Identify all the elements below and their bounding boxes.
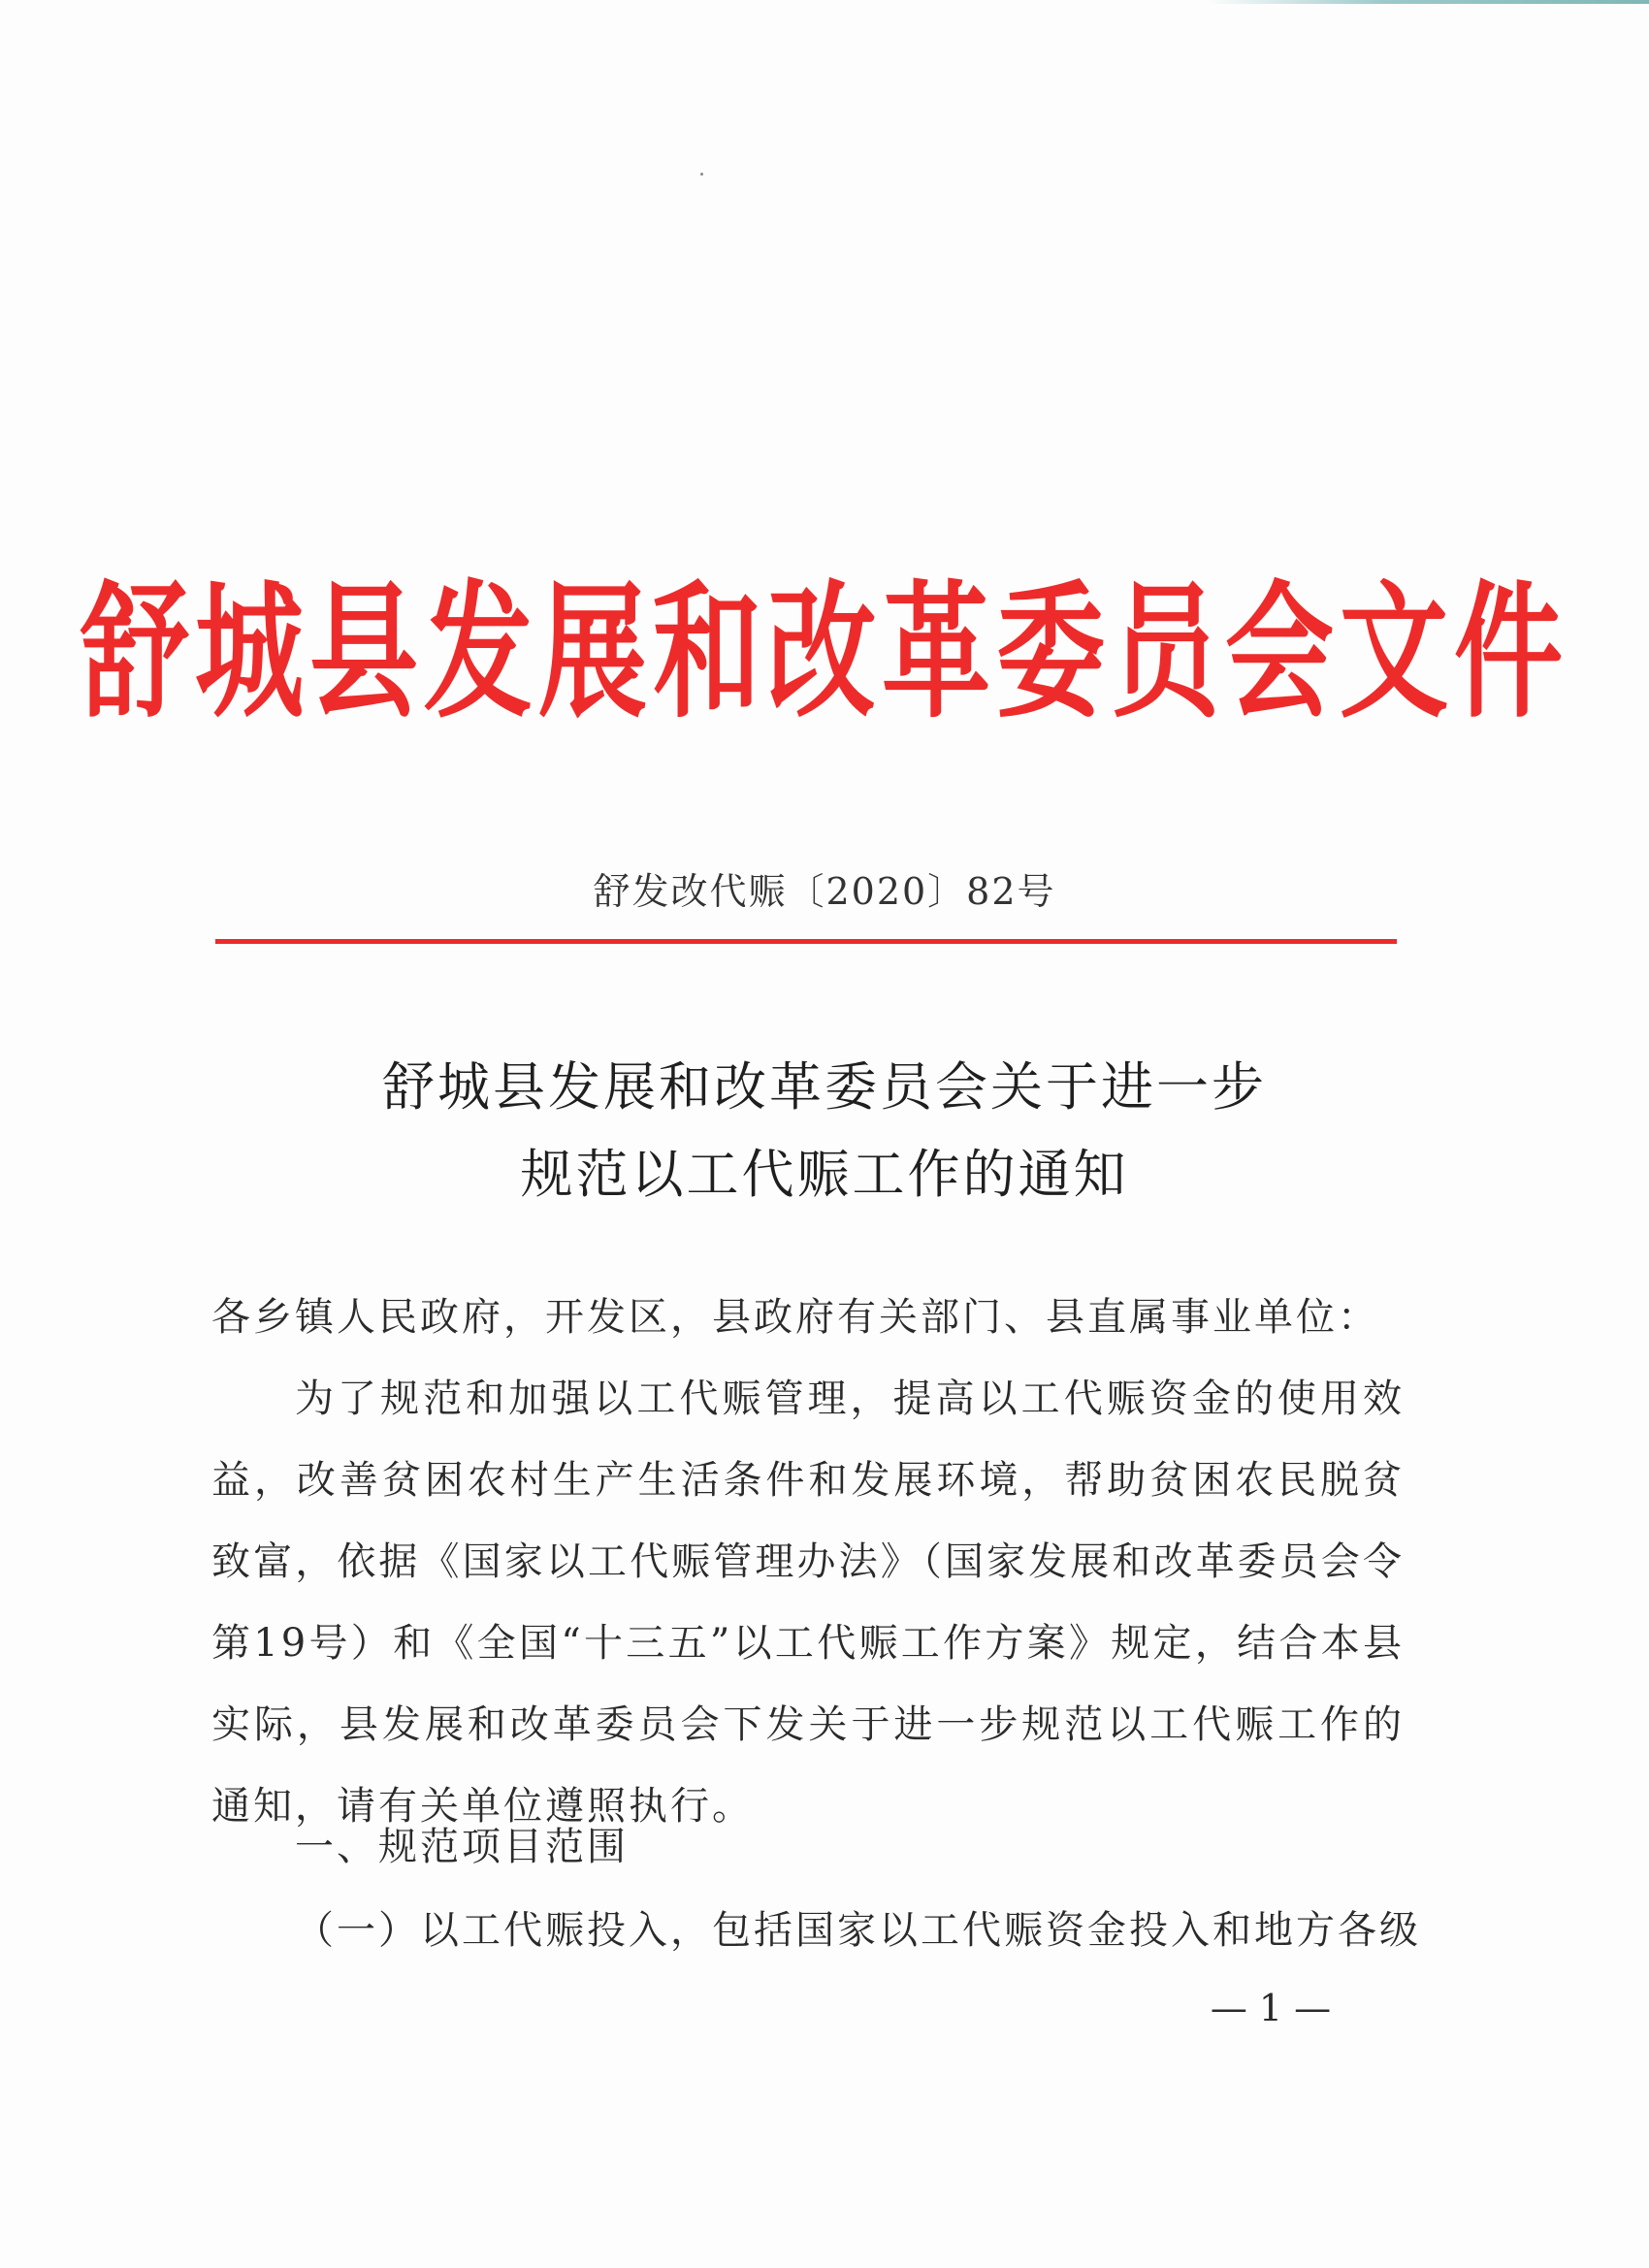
addressee: 各乡镇人民政府，开发区，县政府有关部门、县直属事业单位： bbox=[211, 1295, 1379, 1340]
page-number: — 1 — bbox=[1210, 1987, 1332, 2029]
document-number: 舒发改代赈〔2020〕82号 bbox=[593, 870, 1056, 913]
section-heading-1: 一、规范项目范围 bbox=[295, 1825, 629, 1869]
scan-speck bbox=[700, 173, 703, 176]
section-1-item-1: （一）以工代赈投入，包括国家以工代赈资金投入和地方各级 bbox=[295, 1908, 1421, 1953]
intro-paragraph: 为了规范和加强以工代赈管理，提高以工代赈资金的使用效益，改善贫困农村生产生活条件和发展环境，帮助贫困农民脱贫致富，依据《国家以工代赈管理办法》（国家发展和改革委员会令第19号）和《全国“十三五”以工代赈工作方案》规定，结合本县实际，县发展和改革委员会下发关于进一步规范以工代赈工作的通知，请有关单位遵照执行。 bbox=[211, 1377, 1405, 1829]
document-masthead: 舒城县发展和改革委员会文件 bbox=[81, 567, 1568, 738]
scan-edge-artifact bbox=[1208, 0, 1649, 4]
notice-title-line-2: 规范以工代赈工作的通知 bbox=[520, 1144, 1129, 1205]
red-divider-line bbox=[215, 939, 1397, 944]
notice-title-line-1: 舒城县发展和改革委员会关于进一步 bbox=[382, 1056, 1267, 1118]
